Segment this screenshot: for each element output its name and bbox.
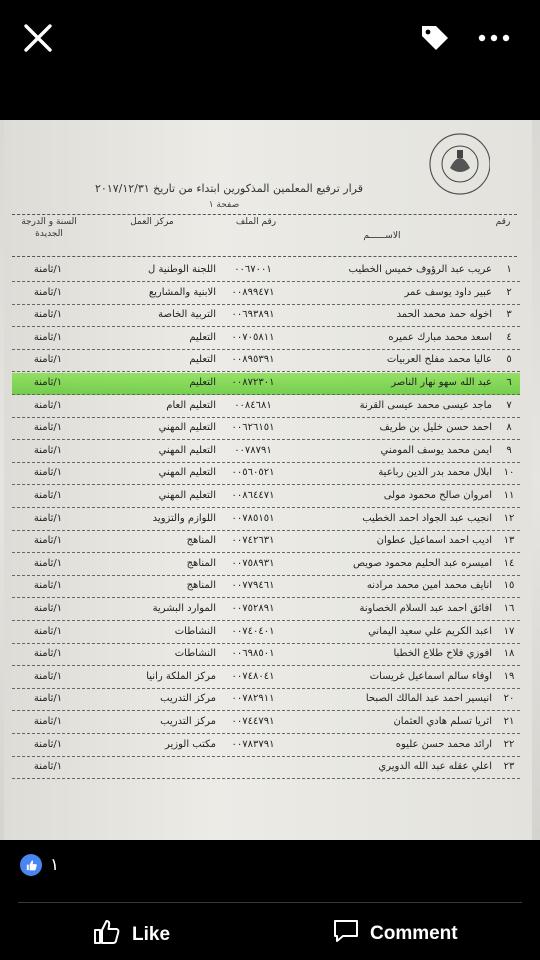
new-grade: ١/ثامنة: [33, 557, 63, 569]
row-number: ١٢: [503, 512, 515, 524]
teacher-name: ابلال محمد بدر الدين رباعية: [378, 467, 492, 479]
teacher-name: عريب عبد الرؤوف خميس الخطيب: [348, 264, 492, 275]
like-label: Like: [132, 924, 171, 945]
work-center: مكتب الوزير: [164, 738, 216, 750]
file-number: ٠٠٧٨٧٩١: [234, 444, 272, 456]
new-grade: ١/ثامنة: [33, 490, 63, 501]
table-row: [12, 509, 520, 531]
new-grade: ١/ثامنة: [33, 309, 63, 321]
comment-button[interactable]: [332, 918, 458, 950]
table-row: [12, 667, 520, 689]
table-row: [12, 463, 520, 485]
work-center: المناهج: [186, 535, 216, 547]
row-number: ١١: [503, 490, 515, 501]
table-row: [12, 305, 520, 327]
header-number: رقم: [495, 217, 511, 227]
work-center: مركز التدريب: [160, 693, 216, 705]
work-center: التعليم المهني: [158, 444, 216, 456]
teacher-name: اسعد محمد مبارك عميره: [388, 331, 492, 343]
header-name: الاســــــم: [363, 231, 401, 241]
row-number: ١: [506, 264, 512, 275]
work-center: النشاطات: [174, 625, 216, 637]
row-number: ٢٣: [503, 761, 515, 773]
file-number: ٠٠٧٤٤٧٩١: [231, 716, 275, 727]
teacher-name: انجيب عبد الجواد احمد الخطيب: [362, 512, 492, 524]
row-number: ١٠: [503, 467, 515, 479]
work-center: المناهج: [186, 557, 216, 569]
table-row: [12, 599, 520, 621]
teacher-name: احمد حسن خليل بن طريف: [379, 422, 492, 434]
new-grade: ١/ثامنة: [33, 444, 63, 456]
file-number: ٠٠٧٤٢٦٣١: [231, 535, 275, 547]
actions-divider: [18, 902, 522, 903]
row-number: ١٦: [503, 603, 515, 614]
file-number: ٠٠٨٩٩٤٧١: [231, 286, 275, 298]
teacher-name: افوزي فلاح طلاع الخطبا: [393, 648, 492, 660]
work-center: اللجنة الوطنية ل: [148, 264, 216, 275]
table-row: [12, 644, 520, 666]
new-grade: ١/ثامنة: [33, 422, 63, 434]
new-grade: ١/ثامنة: [33, 670, 63, 682]
new-grade: ١/ثامنة: [33, 580, 63, 592]
file-number: ٠٠٥٦٠٥٢١: [231, 467, 275, 479]
teacher-name: انيسير احمد عبد المالك الصبحا: [365, 693, 492, 705]
teacher-name: انايف محمد امين محمد مرادنه: [366, 580, 492, 592]
row-number: ٤: [506, 331, 512, 343]
file-number: ٠٠٨٩٥٣٩١: [231, 354, 275, 366]
table-row: [12, 396, 520, 418]
teacher-name: اخوله حمد محمد الحمد: [396, 309, 492, 321]
row-number: ٣: [506, 309, 512, 321]
teacher-name: عبد الله سهو نهار الناصر: [391, 377, 492, 388]
header-grade: السنة و الدرجة الجديدة: [21, 217, 77, 239]
file-number: ٠٠٧٥٨٩٣١: [231, 557, 275, 569]
row-number: ٢: [506, 286, 512, 298]
table-row: [12, 283, 520, 305]
work-center: التعليم المهني: [158, 490, 216, 501]
row-number: ١٧: [503, 625, 515, 637]
teacher-name: اعلي عقله عبد الله الدويري: [378, 761, 492, 773]
work-center: النشاطات: [174, 648, 216, 660]
row-separator: [12, 778, 520, 779]
new-grade: ١/ثامنة: [33, 286, 63, 298]
new-grade: ١/ثامنة: [33, 467, 63, 479]
header-file: رقم الملف: [235, 217, 277, 227]
teacher-name: اعبد الكريم علي سعيد اليماني: [368, 625, 492, 637]
comment-icon: [332, 918, 360, 950]
table-row: [12, 622, 520, 644]
file-number: ٠٠٨٤٦٨١: [234, 399, 272, 411]
teacher-name: اثريا تسلم هادي العثمان: [393, 716, 492, 727]
teacher-name: عبير داود يوسف عمر: [404, 286, 492, 298]
work-center: التعليم: [189, 377, 216, 388]
teacher-name: ايمن محمد يوسف المومني: [380, 444, 492, 456]
new-grade: ١/ثامنة: [33, 264, 63, 275]
more-icon[interactable]: [470, 18, 520, 58]
file-number: ٠٠٦٩٣٨٩١: [231, 309, 275, 321]
document-page-number: صفحة ١: [208, 200, 240, 210]
table-row: [12, 712, 520, 734]
row-number: ٧: [506, 399, 512, 411]
reaction-summary[interactable]: [20, 854, 59, 876]
row-number: ١٨: [503, 648, 515, 660]
row-number: ٨: [506, 422, 512, 434]
table-row: [12, 486, 520, 508]
row-number: ٥: [506, 354, 512, 366]
file-number: ٠٠٨٦٤٤٧١: [231, 490, 275, 501]
row-number: ٩: [506, 444, 512, 456]
file-number: ٠٠٨٧٢٣٠١: [231, 377, 275, 388]
new-grade: ١/ثامنة: [33, 603, 63, 614]
teacher-name: ارائد محمد حسن عليوه: [395, 738, 492, 750]
new-grade: ١/ثامنة: [33, 716, 63, 727]
new-grade: ١/ثامنة: [33, 377, 63, 388]
like-reaction-icon: [20, 854, 42, 876]
table-row: [12, 350, 520, 372]
table-row: [12, 554, 520, 576]
teacher-name: امروان صالح محمود مولى: [383, 490, 492, 501]
row-number: ٢٠: [503, 693, 515, 705]
ministry-emblem-icon: [424, 128, 490, 208]
work-center: مركز الملكة رانيا: [146, 670, 216, 682]
file-number: ٠٠٦٢٦١٥١: [231, 422, 275, 434]
file-number: ٠٠٧٧٩٤٦١: [231, 580, 275, 592]
new-grade: ١/ثامنة: [33, 535, 63, 547]
new-grade: ١/ثامنة: [33, 354, 63, 366]
close-icon[interactable]: [18, 18, 58, 58]
table-row: [12, 576, 520, 598]
work-center: اللوازم والتزويد: [152, 512, 216, 524]
table-row-highlighted: [12, 373, 520, 395]
new-grade: ١/ثامنة: [33, 648, 63, 660]
header-bottom-line: [12, 256, 517, 257]
table-row: [12, 689, 520, 711]
work-center: مركز التدريب: [160, 716, 216, 727]
new-grade: ١/ثامنة: [33, 331, 63, 343]
teacher-name: اوفاء سالم اسماعيل غريسات: [369, 670, 492, 682]
new-grade: ١/ثامنة: [33, 693, 63, 705]
comment-label: Comment: [370, 923, 458, 944]
thumbs-up-icon: [92, 918, 122, 952]
work-center: التعليم المهني: [158, 422, 216, 434]
row-number: ١٤: [503, 557, 515, 569]
new-grade: ١/ثامنة: [33, 738, 63, 750]
table-row: [12, 757, 520, 779]
like-button[interactable]: [92, 918, 170, 952]
file-number: ٠٠٧٨٢٩١١: [231, 693, 275, 705]
work-center: التربية الخاصة: [158, 309, 216, 321]
document-paper: [4, 120, 532, 840]
work-center: الابنية والمشاريع: [148, 286, 216, 298]
table-row: [12, 531, 520, 553]
teacher-name: عاليا محمد مفلح العربيات: [386, 354, 492, 366]
document-title: قرار ترفيع المعلمين المذكورين ابتداء من تاريخ ٢٠١٧/١٢/٣١: [95, 182, 363, 195]
row-number: ٢٢: [503, 738, 515, 750]
new-grade: ١/ثامنة: [33, 399, 63, 411]
row-number: ٢١: [503, 716, 515, 727]
header-center: مركز العمل: [130, 217, 174, 227]
post-photo[interactable]: [0, 120, 540, 840]
row-number: ١٣: [503, 535, 515, 547]
file-number: ٠٠٧٨٣٧٩١: [231, 738, 275, 750]
viewer-topbar: [0, 0, 540, 120]
like-count: ١: [50, 855, 60, 875]
file-number: ٠٠٦٧٠٠١: [234, 264, 272, 275]
row-number: ٦: [506, 377, 512, 388]
file-number: ٠٠٧٤٨٠٤١: [231, 670, 275, 682]
table-row: [12, 328, 520, 350]
teacher-name: افائق احمد عبد السلام الخصاونة: [359, 603, 492, 614]
work-center: التعليم العام: [166, 399, 216, 411]
header-top-line: [12, 214, 517, 215]
new-grade: ١/ثامنة: [33, 512, 63, 524]
tag-icon[interactable]: [412, 18, 456, 58]
table-row: [12, 735, 520, 757]
file-number: ٠٠٧٥٢٨٩١: [231, 603, 275, 614]
file-number: ٠٠٦٩٨٥٠١: [231, 648, 275, 660]
teacher-name: اميسره عبد الحليم محمود صويص: [353, 557, 492, 569]
teacher-name: ماجد عيسى محمد عيسى القرنة: [359, 399, 492, 411]
work-center: المناهج: [186, 580, 216, 592]
row-number: ١٩: [503, 670, 515, 682]
table-row: [12, 418, 520, 440]
table-row: [12, 260, 520, 282]
work-center: التعليم: [189, 354, 216, 366]
file-number: ٠٠٧٤٠٤٠١: [231, 625, 275, 637]
row-number: ١٥: [503, 580, 515, 592]
new-grade: ١/ثامنة: [33, 761, 63, 773]
work-center: الموارد البشرية: [152, 603, 216, 614]
teacher-name: اديب احمد اسماعيل عطوان: [376, 535, 492, 547]
new-grade: ١/ثامنة: [33, 625, 63, 637]
work-center: التعليم: [189, 331, 216, 343]
table-row: [12, 441, 520, 463]
file-number: ٠٠٧٠٥٨١١: [231, 331, 275, 343]
file-number: ٠٠٧٨٥١٥١: [231, 512, 275, 524]
work-center: التعليم المهني: [158, 467, 216, 479]
